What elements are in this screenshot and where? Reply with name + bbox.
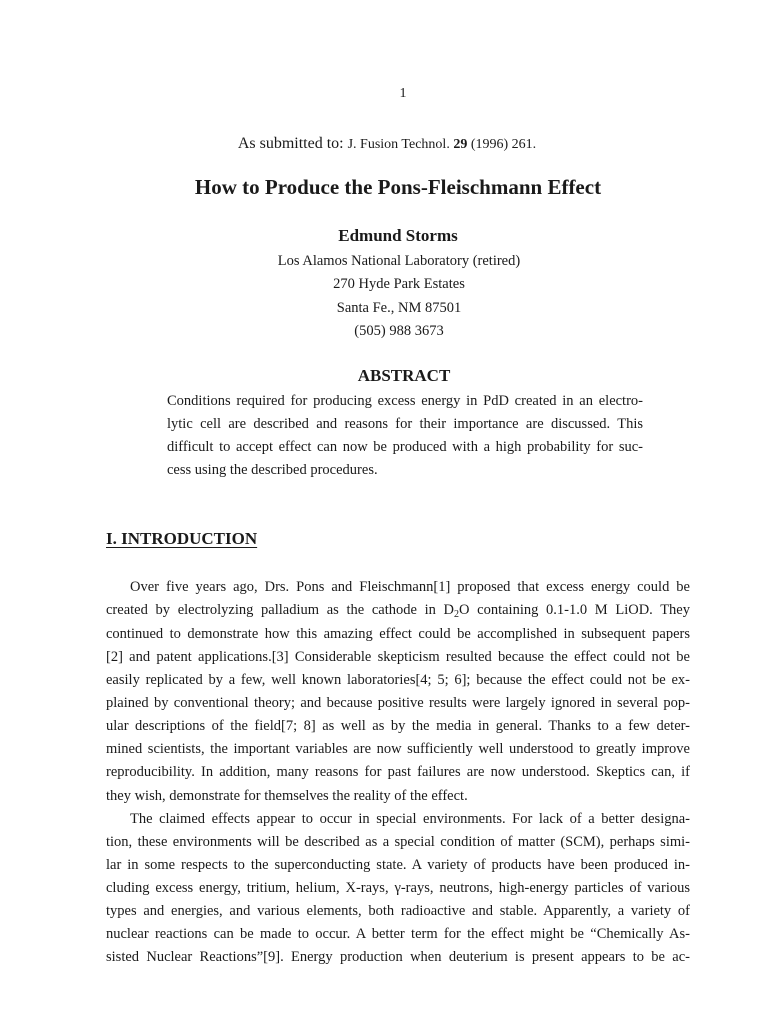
body-line: easily replicated by a few, well known laboratories[4; 5; 6]; because the effect could not be ex- [106,672,690,688]
submission-lead: As submitted to: [237,135,348,152]
affiliation-line: (505) 988 3673 [354,323,444,339]
affiliation-line: 270 Hyde Park Estates [333,276,465,292]
body-line: they wish, demonstrate for themselves the reality of the effect. [106,788,468,804]
body-line: tion, these environments will be described as a special condition of matter (SCM), perhaps simi- [106,834,690,850]
submission-note [0,135,768,153]
abstract-line: Conditions required for producing excess energy in PdD created in an electro- [167,393,643,409]
body-text: created by electrolyzing palladium as the cathode in D [106,602,455,618]
abstract-line: cess using the described procedures. [167,462,378,478]
affiliation-line: Los Alamos National Laboratory (retired) [277,253,521,269]
body-line: nuclear reactions can be made to occur. A better term for the effect might be “Chemically As- [106,926,690,942]
body-line: [2] and patent applications.[3] Considerable skepticism resulted because the effect could not be [106,649,690,665]
page-number: 1 [399,86,407,101]
body-line: types and energies, and various elements, both radioactive and stable. Apparently, a variety of [106,903,690,919]
author-name: Edmund Storms [338,226,458,245]
section-heading: I. INTRODUCTION [106,529,258,548]
journal-name: J. Fusion Technol. [347,137,454,152]
body-line: reproducibility. In addition, many reasons for past failures are now understood. Skeptics can, if [106,764,690,780]
body-line [106,602,690,619]
abstract-line: lytic cell are described and reasons for their importance are discussed. This [167,416,643,432]
body-line: mined scientists, the important variables are now sufficiently well understood to greatly improve [106,741,690,757]
affiliation-line: Santa Fe., NM 87501 [336,300,462,316]
subscript-two: 2 [454,609,460,620]
body-line: sisted Nuclear Reactions”[9]. Energy production when deuterium is present appears to be ac- [106,949,690,965]
journal-year-pages: (1996) 261. [467,137,537,152]
paper-title: How to Produce the Pons-Fleischmann Effect [194,175,602,199]
body-line: Over five years ago, Drs. Pons and Fleischmann[1] proposed that excess energy could be [130,579,690,595]
abstract-line: difficult to accept effect can now be produced with a high probability for suc- [167,439,643,455]
body-line: plained by conventional theory; and because positive results were largely ignored in several pop- [106,695,690,711]
body-line: continued to demonstrate how this amazing effect could be accomplished in subsequent papers [106,626,690,642]
body-text: O containing 0.1-1.0 M LiOD. They [459,602,690,618]
abstract-heading: ABSTRACT [357,366,451,385]
journal-volume: 29 [453,137,468,152]
body-line: lar in some respects to the superconducting state. A variety of products have been produced in- [106,857,690,873]
body-line: The claimed effects appear to occur in special environments. For lack of a better designa- [130,811,690,827]
body-line: ular descriptions of the field[7; 8] as well as by the media in general. Thanks to a few deter- [106,718,690,734]
body-line: cluding excess energy, tritium, helium, X-rays, γ-rays, neutrons, high-energy particles of various [106,880,690,896]
